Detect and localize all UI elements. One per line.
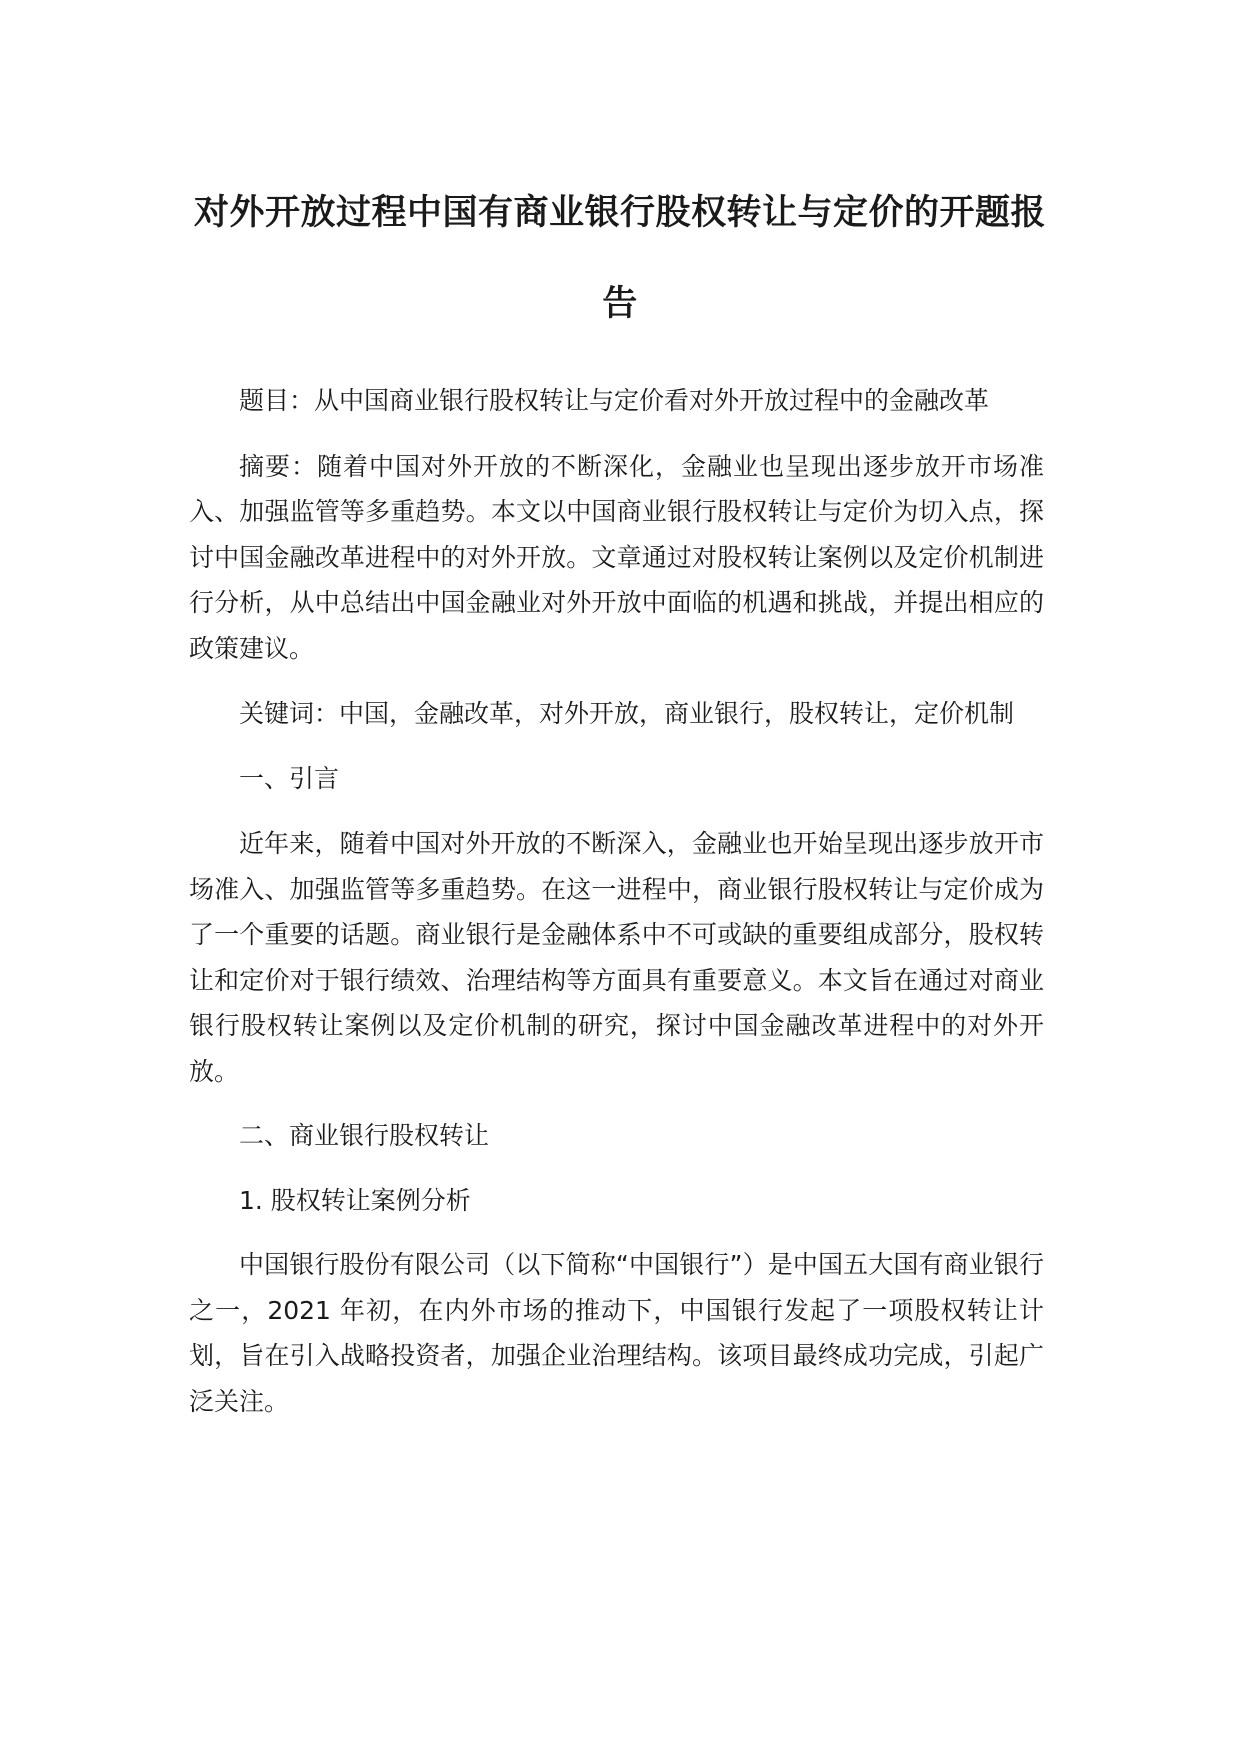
document-title: 对外开放过程中国有商业银行股权转让与定价的开题报告 [193, 193, 1046, 324]
abstract-paragraph [189, 444, 1044, 672]
introduction-paragraph: 近年来，随着中国对外开放的不断深入，金融业也开始呈现出逐步放开市场准入、加强监管等多重趋势。在这一进程中，商业银行股权转让与定价成为了一个重要的话题。商业银行是金融体系中不可或缺的重要组成部分，股权转让和定价对于银行绩效、治理结构等方面具有重要意义。本文旨在通过对商业银行股权转让案例以及定价机制的研究，探讨中国金融改革进程中的对外开放。 [189, 829, 1044, 1086]
section-heading-equity-transfer: 二、商业银行股权转让 [239, 1121, 490, 1150]
keywords-paragraph [189, 691, 1044, 737]
topic-paragraph [189, 378, 1044, 424]
topic-text: 从中国商业银行股权转让与定价看对外开放过程中的金融改革 [314, 386, 990, 415]
topic-label: 题目： [239, 386, 315, 415]
document-body [189, 378, 1044, 1424]
abstract-label: 摘要： [239, 451, 317, 481]
keywords-text: 中国，金融改革，对外开放，商业银行，股权转让，定价机制 [339, 699, 1015, 728]
abstract-text: 随着中国对外开放的不断深化，金融业也呈现出逐步放开市场准入、加强监管等多重趋势。本文以中国商业银行股权转让与定价为切入点，探讨中国金融改革进程中的对外开放。文章通过对股权转让案例以及定价机制进行分析，从中总结出中国金融业对外开放中面临的机遇和挑战，并提出相应的政策建议。 [189, 451, 1044, 663]
section-heading-introduction: 一、引言 [239, 763, 340, 793]
keywords-label: 关键词： [239, 699, 340, 728]
subsection-heading-case-analysis: 1. 股权转让案例分析 [239, 1185, 471, 1215]
case-analysis-paragraph: 中国银行股份有限公司（以下简称“中国银行”）是中国五大国有商业银行之一，2021 年初，在内外市场的推动下，中国银行发起了一项股权转让计划，旨在引入战略投资者，加强企业治理结构。该项目最终成功完成，引起广泛关注。 [189, 1250, 1044, 1416]
